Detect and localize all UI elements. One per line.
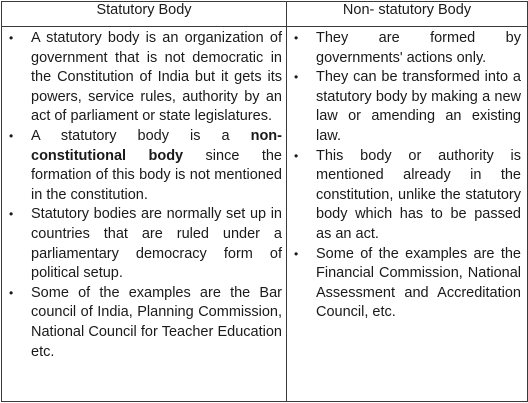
list-item (2, 127, 282, 205)
statutory-point-1: A statutory body is an organization of government that is not democratic in the Constitution of India but it gets its powers, service rules, authority by an act of parliament or state legislatures. (31, 30, 282, 125)
statutory-point-3: Statutory bodies are normally set up in countries that are ruled under a parliamentary democracy form of political setup. (31, 206, 282, 282)
list-item (2, 284, 282, 362)
statutory-point-2-after: since the formation of this body is not mentioned in the constitution. (31, 147, 282, 203)
non-statutory-point-2: They can be transformed into a statutory body by making a new law or amending an existing law. (316, 69, 521, 144)
bullet-icon: • (9, 31, 14, 45)
non-statutory-list (287, 27, 527, 323)
bullet-icon: • (294, 148, 299, 163)
header-statutory-body: Statutory Body (2, 2, 287, 27)
header-non-statutory-body: Non- statutory Body (287, 2, 528, 27)
statutory-cell (2, 27, 287, 402)
comparison-table (1, 1, 528, 402)
bullet-icon: • (294, 246, 299, 261)
list-item (287, 29, 521, 68)
header-row (2, 2, 528, 27)
bullet-icon: • (294, 70, 299, 85)
non-statutory-cell (287, 27, 528, 402)
non-statutory-point-4: Some of the examples are the Financial Commission, National Assessment and Accreditation Council, etc. (316, 245, 521, 321)
list-item (2, 205, 282, 283)
bullet-icon: • (9, 207, 14, 222)
bullet-icon: • (9, 128, 14, 143)
non-statutory-point-1: They are formed by governments' actions only. (316, 30, 521, 66)
list-item (287, 147, 521, 245)
non-statutory-point-3: This body or authority is mentioned already in the constitution, unlike the statutory body which has to be passed as an act. (316, 147, 521, 242)
bullet-icon: • (294, 31, 299, 45)
bullet-icon: • (9, 285, 14, 300)
statutory-point-2-before: A statutory body is a (31, 127, 251, 144)
content-row (2, 27, 528, 402)
list-item (2, 29, 282, 127)
statutory-point-4: Some of the examples are the Bar council of India, Planning Commission, National Council for Teacher Education etc. (31, 284, 282, 360)
list-item (287, 68, 521, 146)
list-item (287, 245, 521, 323)
statutory-list (2, 27, 286, 362)
statutory-point-2-bold: non-constitutional body (31, 127, 282, 164)
